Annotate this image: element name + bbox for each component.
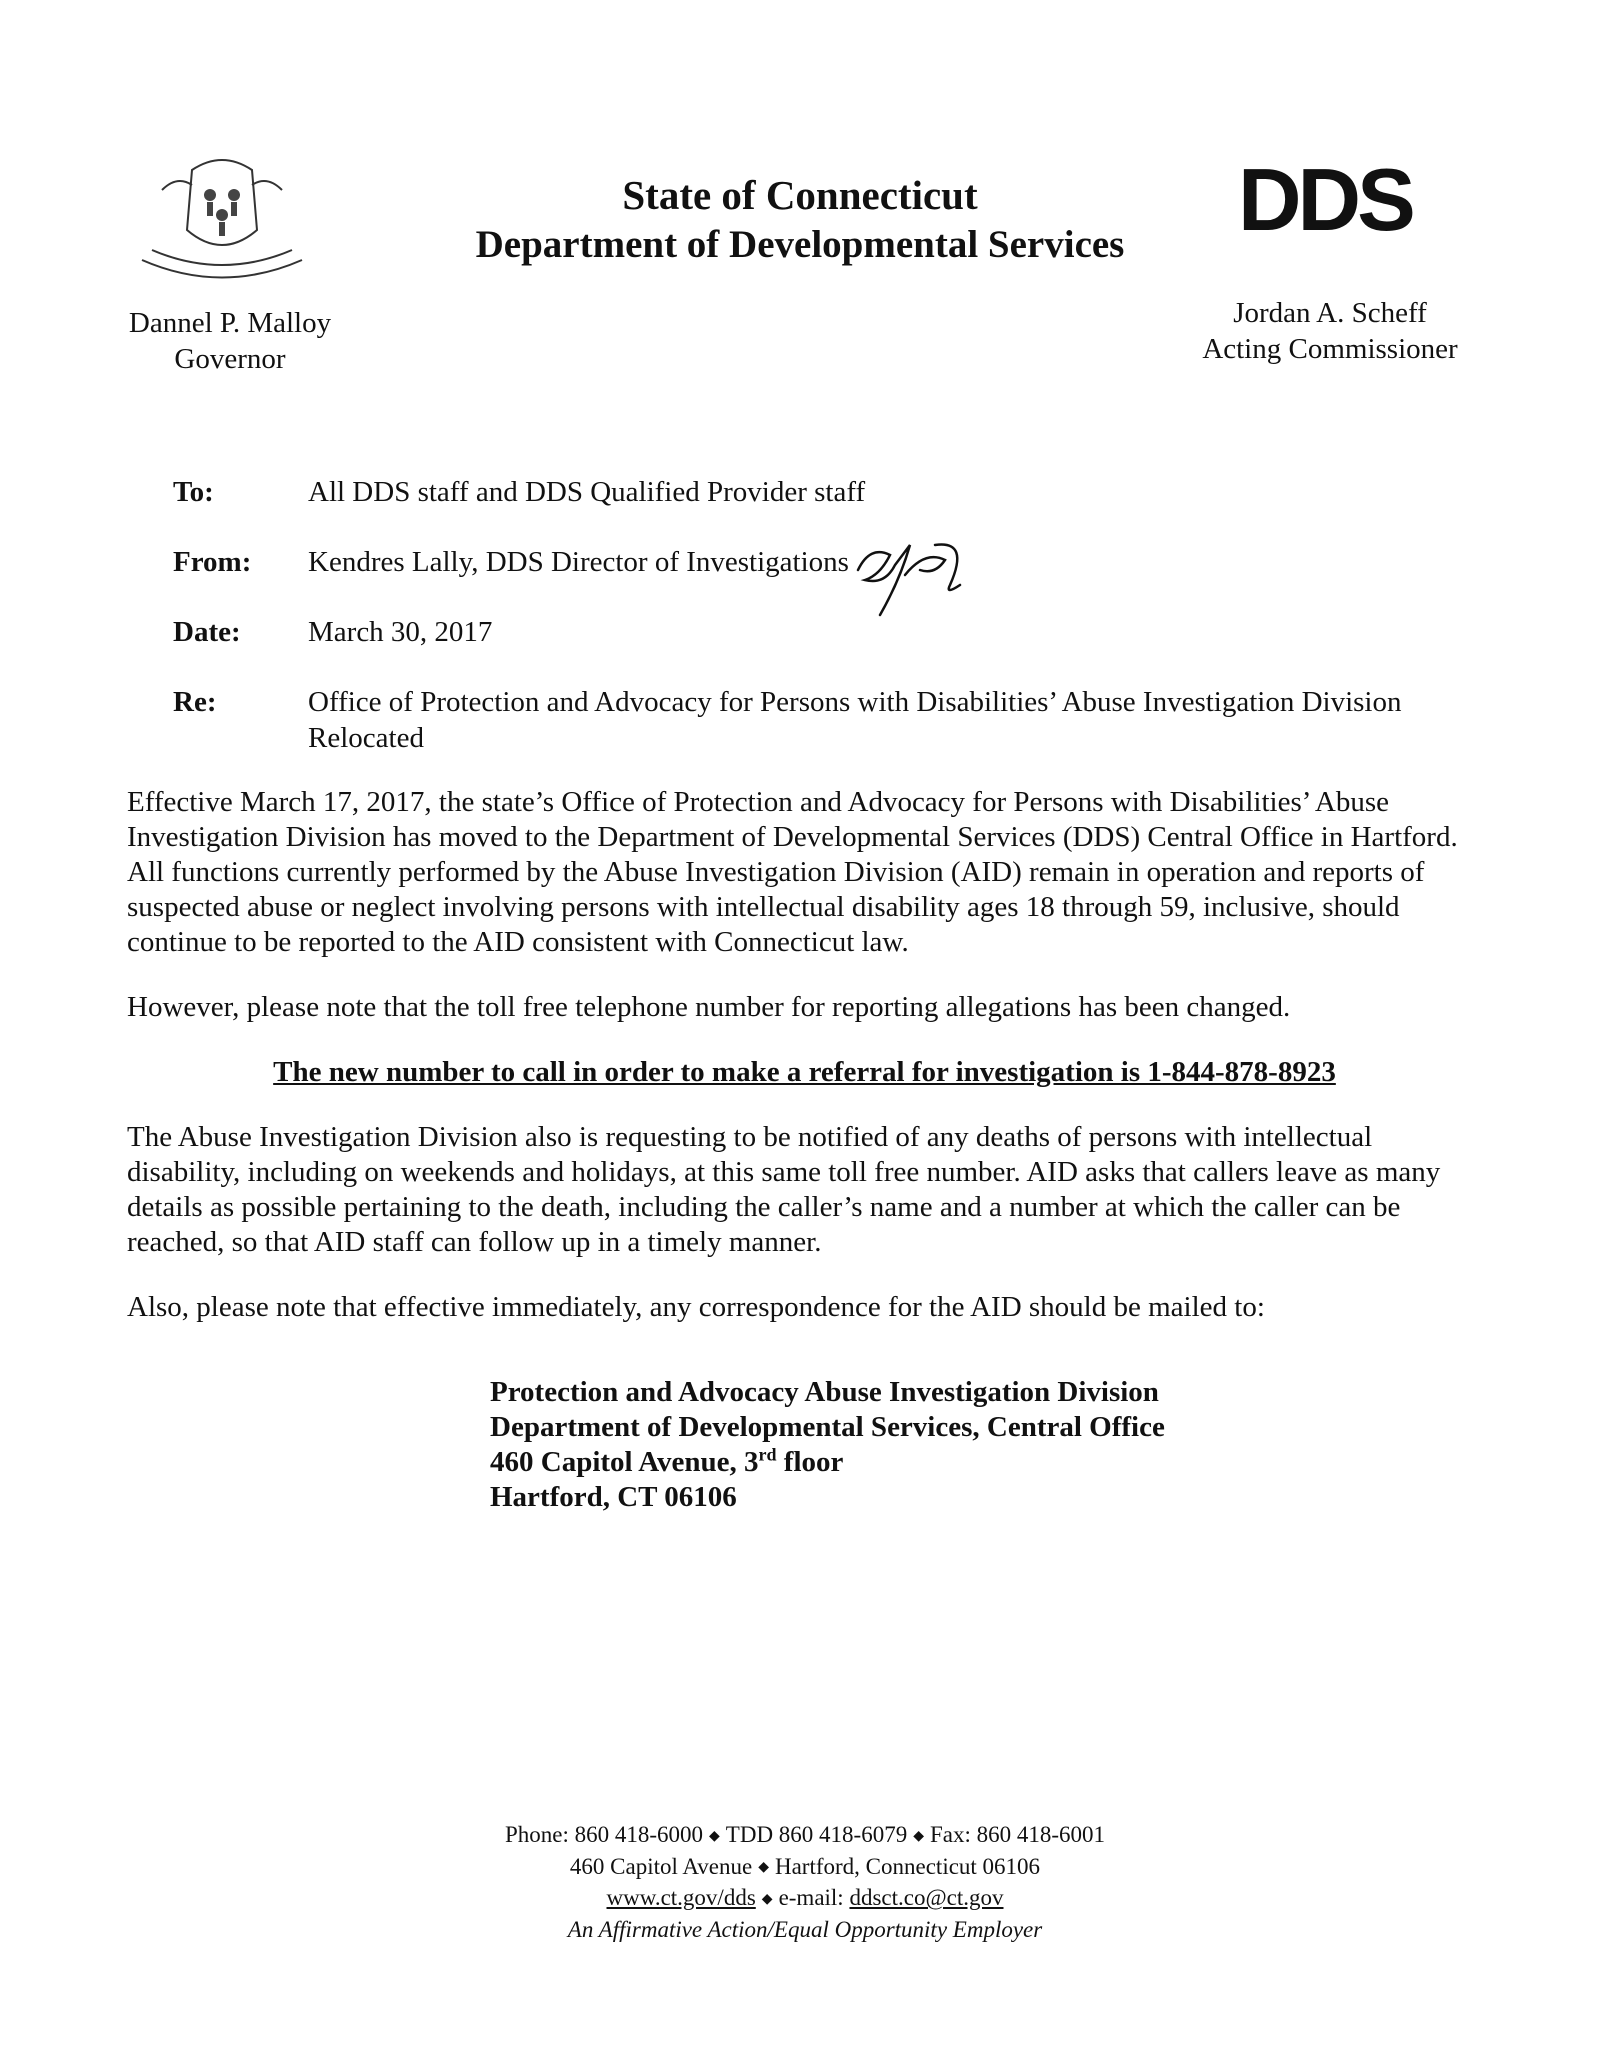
memo-date-row (173, 614, 1493, 650)
to-value: All DDS staff and DDS Qualified Provider staff (308, 476, 866, 508)
date-value: March 30, 2017 (308, 616, 493, 648)
diamond-icon: ◆ (761, 1892, 773, 1908)
address-ordinal-suffix: rd (758, 1444, 777, 1465)
address-line-3 (490, 1445, 1290, 1480)
paragraph-3: The Abuse Investigation Division also is requesting to be notified of any deaths of persons with intellectual disability, including on weekends and holidays, at this same toll free number. AID asks that callers leave as many details as possible pertaining to the death, including the caller’s name and a number at which the caller can be reached, so that AID staff can follow up in a timely manner. (127, 1121, 1441, 1258)
footer-address-line (300, 1852, 1310, 1884)
footer-website-link[interactable]: www.ct.gov/dds (606, 1885, 756, 1911)
paragraph-1: Effective March 17, 2017, the state’s Office of Protection and Advocacy for Persons with Disabilities’ Abuse Investigation Division has moved to the Department of Developmental Services (DDS) Central Office in Hartford. All functions currently performed by the Abuse Investigation Division (AID) remain in operation and reports of suspected abuse or neglect involving persons with intellectual disability ages 18 through 59, inclusive, should continue to be reported to the AID consistent with Connecticut law. (127, 786, 1458, 958)
governor-block (100, 305, 360, 377)
diamond-icon: ◆ (758, 1860, 769, 1876)
re-label: Re: (173, 686, 217, 718)
address-line-3-main: 460 Capitol Avenue, 3 (490, 1446, 759, 1478)
footer-email-link[interactable]: ddsct.co@ct.gov (849, 1885, 1004, 1911)
state-seal-icon (122, 150, 322, 300)
re-value-line1: Office of Protection and Advocacy for Persons with Disabilities’ Abuse Investigation Division (308, 686, 1402, 718)
new-number-callout: The new number to call in order to make a referral for investigation is 1-844-878-8923 (273, 1056, 1336, 1088)
memo-re-row (173, 684, 1493, 756)
address-line-2: Department of Developmental Services, Central Office (490, 1411, 1165, 1443)
footer-contact-line (300, 1820, 1310, 1852)
commissioner-block (1180, 295, 1480, 367)
department-name: Department of Developmental Services (475, 223, 1125, 266)
footer-tdd: TDD 860 418-6079 (725, 1822, 908, 1847)
memo-from-row (173, 544, 1493, 580)
memo-to-row (173, 474, 1493, 510)
footer-email-label: e-mail: (778, 1885, 850, 1911)
footer-employer-statement: An Affirmative Action/Equal Opportunity Employer (567, 1917, 1043, 1943)
dds-logo (1238, 160, 1468, 240)
re-value-line2: Relocated (308, 722, 424, 754)
letterhead-title (440, 170, 1160, 270)
address-line-3-floor: floor (776, 1446, 844, 1478)
diamond-icon: ◆ (709, 1828, 720, 1844)
letter-body (127, 785, 1482, 1355)
footer-street: 460 Capitol Avenue (569, 1853, 753, 1879)
address-line-4: Hartford, CT 06106 (490, 1481, 737, 1513)
address-line-1: Protection and Advocacy Abuse Investigation Division (490, 1376, 1159, 1408)
governor-name: Dannel P. Malloy (128, 307, 332, 339)
commissioner-name: Jordan A. Scheff (1233, 297, 1427, 329)
paragraph-2: However, please note that the toll free telephone number for reporting allegations has been changed. (127, 991, 1291, 1023)
diamond-icon: ◆ (913, 1828, 924, 1844)
to-label: To: (173, 476, 214, 508)
footer-web-line (300, 1883, 1310, 1915)
from-label: From: (173, 546, 252, 578)
footer-city: Hartford, Connecticut 06106 (774, 1853, 1041, 1879)
footer-fax: Fax: 860 418-6001 (930, 1822, 1106, 1847)
mailing-address (490, 1375, 1290, 1515)
re-value (308, 684, 1493, 756)
footer-phone: Phone: 860 418-6000 (504, 1822, 703, 1847)
state-name: State of Connecticut (622, 172, 978, 218)
memo-header (173, 474, 1493, 790)
paragraph-4: Also, please note that effective immediately, any correspondence for the AID should be mailed to: (127, 1291, 1265, 1323)
handwritten-initials (850, 530, 980, 620)
dds-logo-text: DDS (1238, 160, 1412, 240)
letter-footer (300, 1820, 1310, 1945)
date-label: Date: (173, 616, 241, 648)
commissioner-title: Acting Commissioner (1202, 333, 1458, 365)
governor-title: Governor (174, 343, 286, 375)
from-value: Kendres Lally, DDS Director of Investigations (308, 546, 849, 578)
